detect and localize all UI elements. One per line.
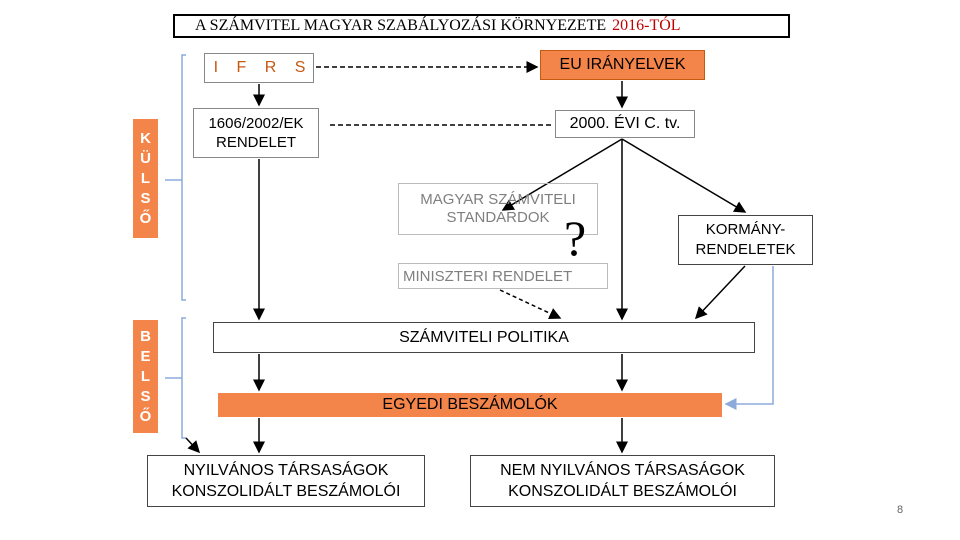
kulso-letter: K xyxy=(140,129,151,147)
nyil-line2: KONSZOLIDÁLT BESZÁMOLÓI xyxy=(171,483,401,500)
msz-line2: STANDARDOK xyxy=(446,209,550,226)
szamviteli-torveny-box: 2000. ÉVI C. tv. xyxy=(555,110,695,138)
kulso-bracket xyxy=(165,55,186,300)
egyedi-beszamolok-box: EGYEDI BESZÁMOLÓK xyxy=(218,393,722,417)
belso-letter: B xyxy=(140,327,151,345)
left-to-nyil-arrow xyxy=(186,438,199,452)
evi-korm-arrow xyxy=(622,139,745,212)
belso-bracket xyxy=(165,318,186,438)
kulso-side-label xyxy=(133,119,158,238)
eu-rendelet-box xyxy=(193,108,319,158)
question-mark: ? xyxy=(564,210,587,266)
nyil-line1: NYILVÁNOS TÁRSASÁGOK xyxy=(183,462,389,479)
belso-letter: L xyxy=(140,367,151,385)
nem-line2: KONSZOLIDÁLT BESZÁMOLÓI xyxy=(508,483,737,500)
korm-line2: RENDELETEK xyxy=(695,241,796,258)
belso-side-label xyxy=(133,320,158,433)
szamviteli-politika-box: SZÁMVITELI POLITIKA xyxy=(213,322,755,353)
nem-nyilvanos-tarsasagok-box xyxy=(470,455,775,507)
miniszteri-politika-dashed xyxy=(500,290,560,318)
page-number: 8 xyxy=(897,504,904,516)
kulso-letter: Ü xyxy=(140,149,151,167)
rendelet-line1: 1606/2002/EK xyxy=(208,115,304,132)
title-highlight: 2016-TÓL xyxy=(612,17,681,34)
kormanyrendeletek-box xyxy=(678,215,813,265)
slide-title xyxy=(173,14,790,38)
msz-line1: MAGYAR SZÁMVITELI xyxy=(420,191,576,208)
korm-line1: KORMÁNY- xyxy=(705,221,786,238)
belso-letter: E xyxy=(140,347,151,365)
kulso-letter: Ő xyxy=(139,209,152,227)
korm-politika-arrow xyxy=(696,266,745,318)
title-main: A SZÁMVITEL MAGYAR SZABÁLYOZÁSI KÖRNYEZETE xyxy=(195,17,607,34)
belso-letter: Ő xyxy=(139,407,152,425)
ifrs-box: I F R S xyxy=(204,53,314,83)
kulso-letter: S xyxy=(140,189,151,207)
nyilvanos-tarsasagok-box xyxy=(147,455,425,507)
kulso-letter: L xyxy=(140,169,151,187)
eu-iranyelvek-box: EU IRÁNYELVEK xyxy=(540,50,705,80)
miniszteri-rendelet-box: MINISZTERI RENDELET xyxy=(398,263,608,289)
rendelet-line2: RENDELET xyxy=(215,134,297,151)
nem-line1: NEM NYILVÁNOS TÁRSASÁGOK xyxy=(500,462,745,479)
belso-letter: S xyxy=(140,387,151,405)
